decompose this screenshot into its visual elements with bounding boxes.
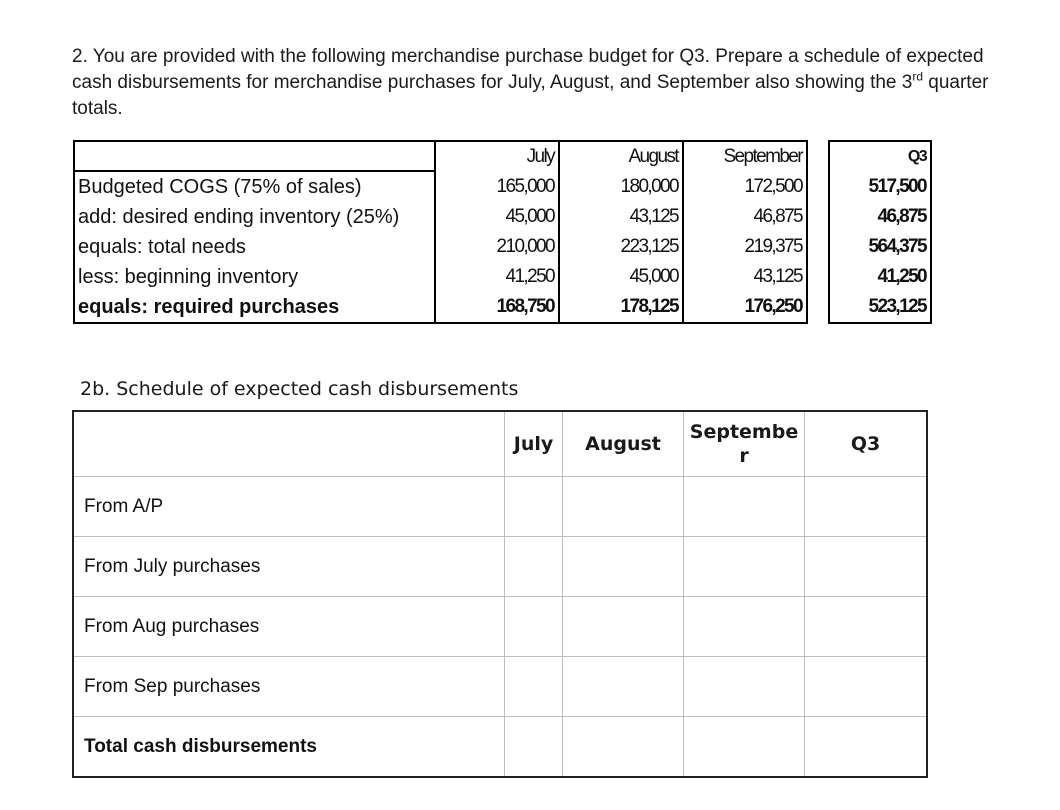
budget-header-blank	[74, 141, 435, 171]
budget-cell-q3: 41,250	[829, 262, 931, 292]
schedule-cell[interactable]	[805, 597, 928, 657]
schedule-cell[interactable]	[684, 597, 805, 657]
schedule-header-blank	[73, 411, 505, 477]
budget-cell: 180,000	[559, 171, 683, 202]
budget-row	[74, 171, 931, 202]
budget-cell: 168,750	[435, 292, 559, 323]
schedule-cell[interactable]	[684, 717, 805, 778]
budget-header-q3: Q3	[829, 141, 931, 171]
budget-row-label: less: beginning inventory	[74, 262, 435, 292]
budget-header-july: July	[435, 141, 559, 171]
schedule-cell[interactable]	[805, 717, 928, 778]
schedule-header-row	[73, 411, 927, 477]
budget-row	[74, 232, 931, 262]
budget-row-label: equals: required purchases	[74, 292, 435, 323]
schedule-cell[interactable]	[563, 537, 684, 597]
budget-cell: 46,875	[683, 202, 807, 232]
budget-cell: 210,000	[435, 232, 559, 262]
budget-row	[74, 262, 931, 292]
schedule-cell[interactable]	[805, 537, 928, 597]
schedule-row	[73, 477, 927, 537]
question-text	[72, 44, 1022, 122]
budget-row	[74, 202, 931, 232]
schedule-header-august: August	[585, 433, 661, 455]
schedule-cell[interactable]	[505, 477, 563, 537]
schedule-row-label: From Aug purchases	[73, 597, 505, 657]
schedule-cell[interactable]	[805, 657, 928, 717]
budget-cell: 165,000	[435, 171, 559, 202]
question-text-part2: quarter totals.	[72, 72, 989, 119]
schedule-header-july: July	[513, 433, 554, 455]
budget-cell-q3: 517,500	[829, 171, 931, 202]
budget-cell: 219,375	[683, 232, 807, 262]
schedule-cell[interactable]	[563, 657, 684, 717]
budget-cell: 43,125	[683, 262, 807, 292]
budget-row-total	[74, 292, 931, 323]
schedule-cell[interactable]	[563, 477, 684, 537]
schedule-header-q3: Q3	[850, 433, 881, 455]
schedule-row	[73, 657, 927, 717]
cash-disbursement-schedule-table	[72, 410, 928, 778]
budget-cell: 172,500	[683, 171, 807, 202]
budget-cell: 176,250	[683, 292, 807, 323]
schedule-cell[interactable]	[684, 537, 805, 597]
budget-row-label: Budgeted COGS (75% of sales)	[74, 171, 435, 202]
schedule-row-label: Total cash disbursements	[73, 717, 505, 778]
schedule-cell[interactable]	[684, 657, 805, 717]
schedule-row-label: From Sep purchases	[73, 657, 505, 717]
schedule-cell[interactable]	[505, 657, 563, 717]
schedule-cell[interactable]	[684, 477, 805, 537]
schedule-header-september: September	[689, 421, 799, 467]
budget-cell: 178,125	[559, 292, 683, 323]
schedule-cell[interactable]	[563, 717, 684, 778]
schedule-row-label: From July purchases	[73, 537, 505, 597]
budget-header-august: August	[559, 141, 683, 171]
budget-header-row	[74, 141, 931, 171]
schedule-cell[interactable]	[505, 537, 563, 597]
schedule-cell[interactable]	[805, 477, 928, 537]
schedule-title: 2b. Schedule of expected cash disbursements	[80, 378, 519, 400]
budget-header-september: September	[683, 141, 807, 171]
budget-cell: 223,125	[559, 232, 683, 262]
schedule-cell[interactable]	[505, 597, 563, 657]
budget-row-label: add: desired ending inventory (25%)	[74, 202, 435, 232]
budget-cell: 43,125	[559, 202, 683, 232]
schedule-row-label: From A/P	[73, 477, 505, 537]
budget-cell: 41,250	[435, 262, 559, 292]
budget-cell: 45,000	[559, 262, 683, 292]
schedule-cell[interactable]	[563, 597, 684, 657]
budget-cell-q3: 46,875	[829, 202, 931, 232]
schedule-cell[interactable]	[505, 717, 563, 778]
budget-cell-q3: 564,375	[829, 232, 931, 262]
schedule-row	[73, 537, 927, 597]
budget-row-label: equals: total needs	[74, 232, 435, 262]
schedule-row	[73, 597, 927, 657]
schedule-row-total	[73, 717, 927, 778]
question-text-part1: 2. You are provided with the following merchandise purchase budget for Q3. Prepare a schedule of expected cash disbursements for merchandise purchases for July, August, and September also showing the 3	[72, 46, 984, 93]
purchase-budget-table	[73, 140, 932, 324]
budget-cell: 45,000	[435, 202, 559, 232]
budget-cell-q3: 523,125	[829, 292, 931, 323]
question-text-superscript: rd	[912, 69, 923, 84]
